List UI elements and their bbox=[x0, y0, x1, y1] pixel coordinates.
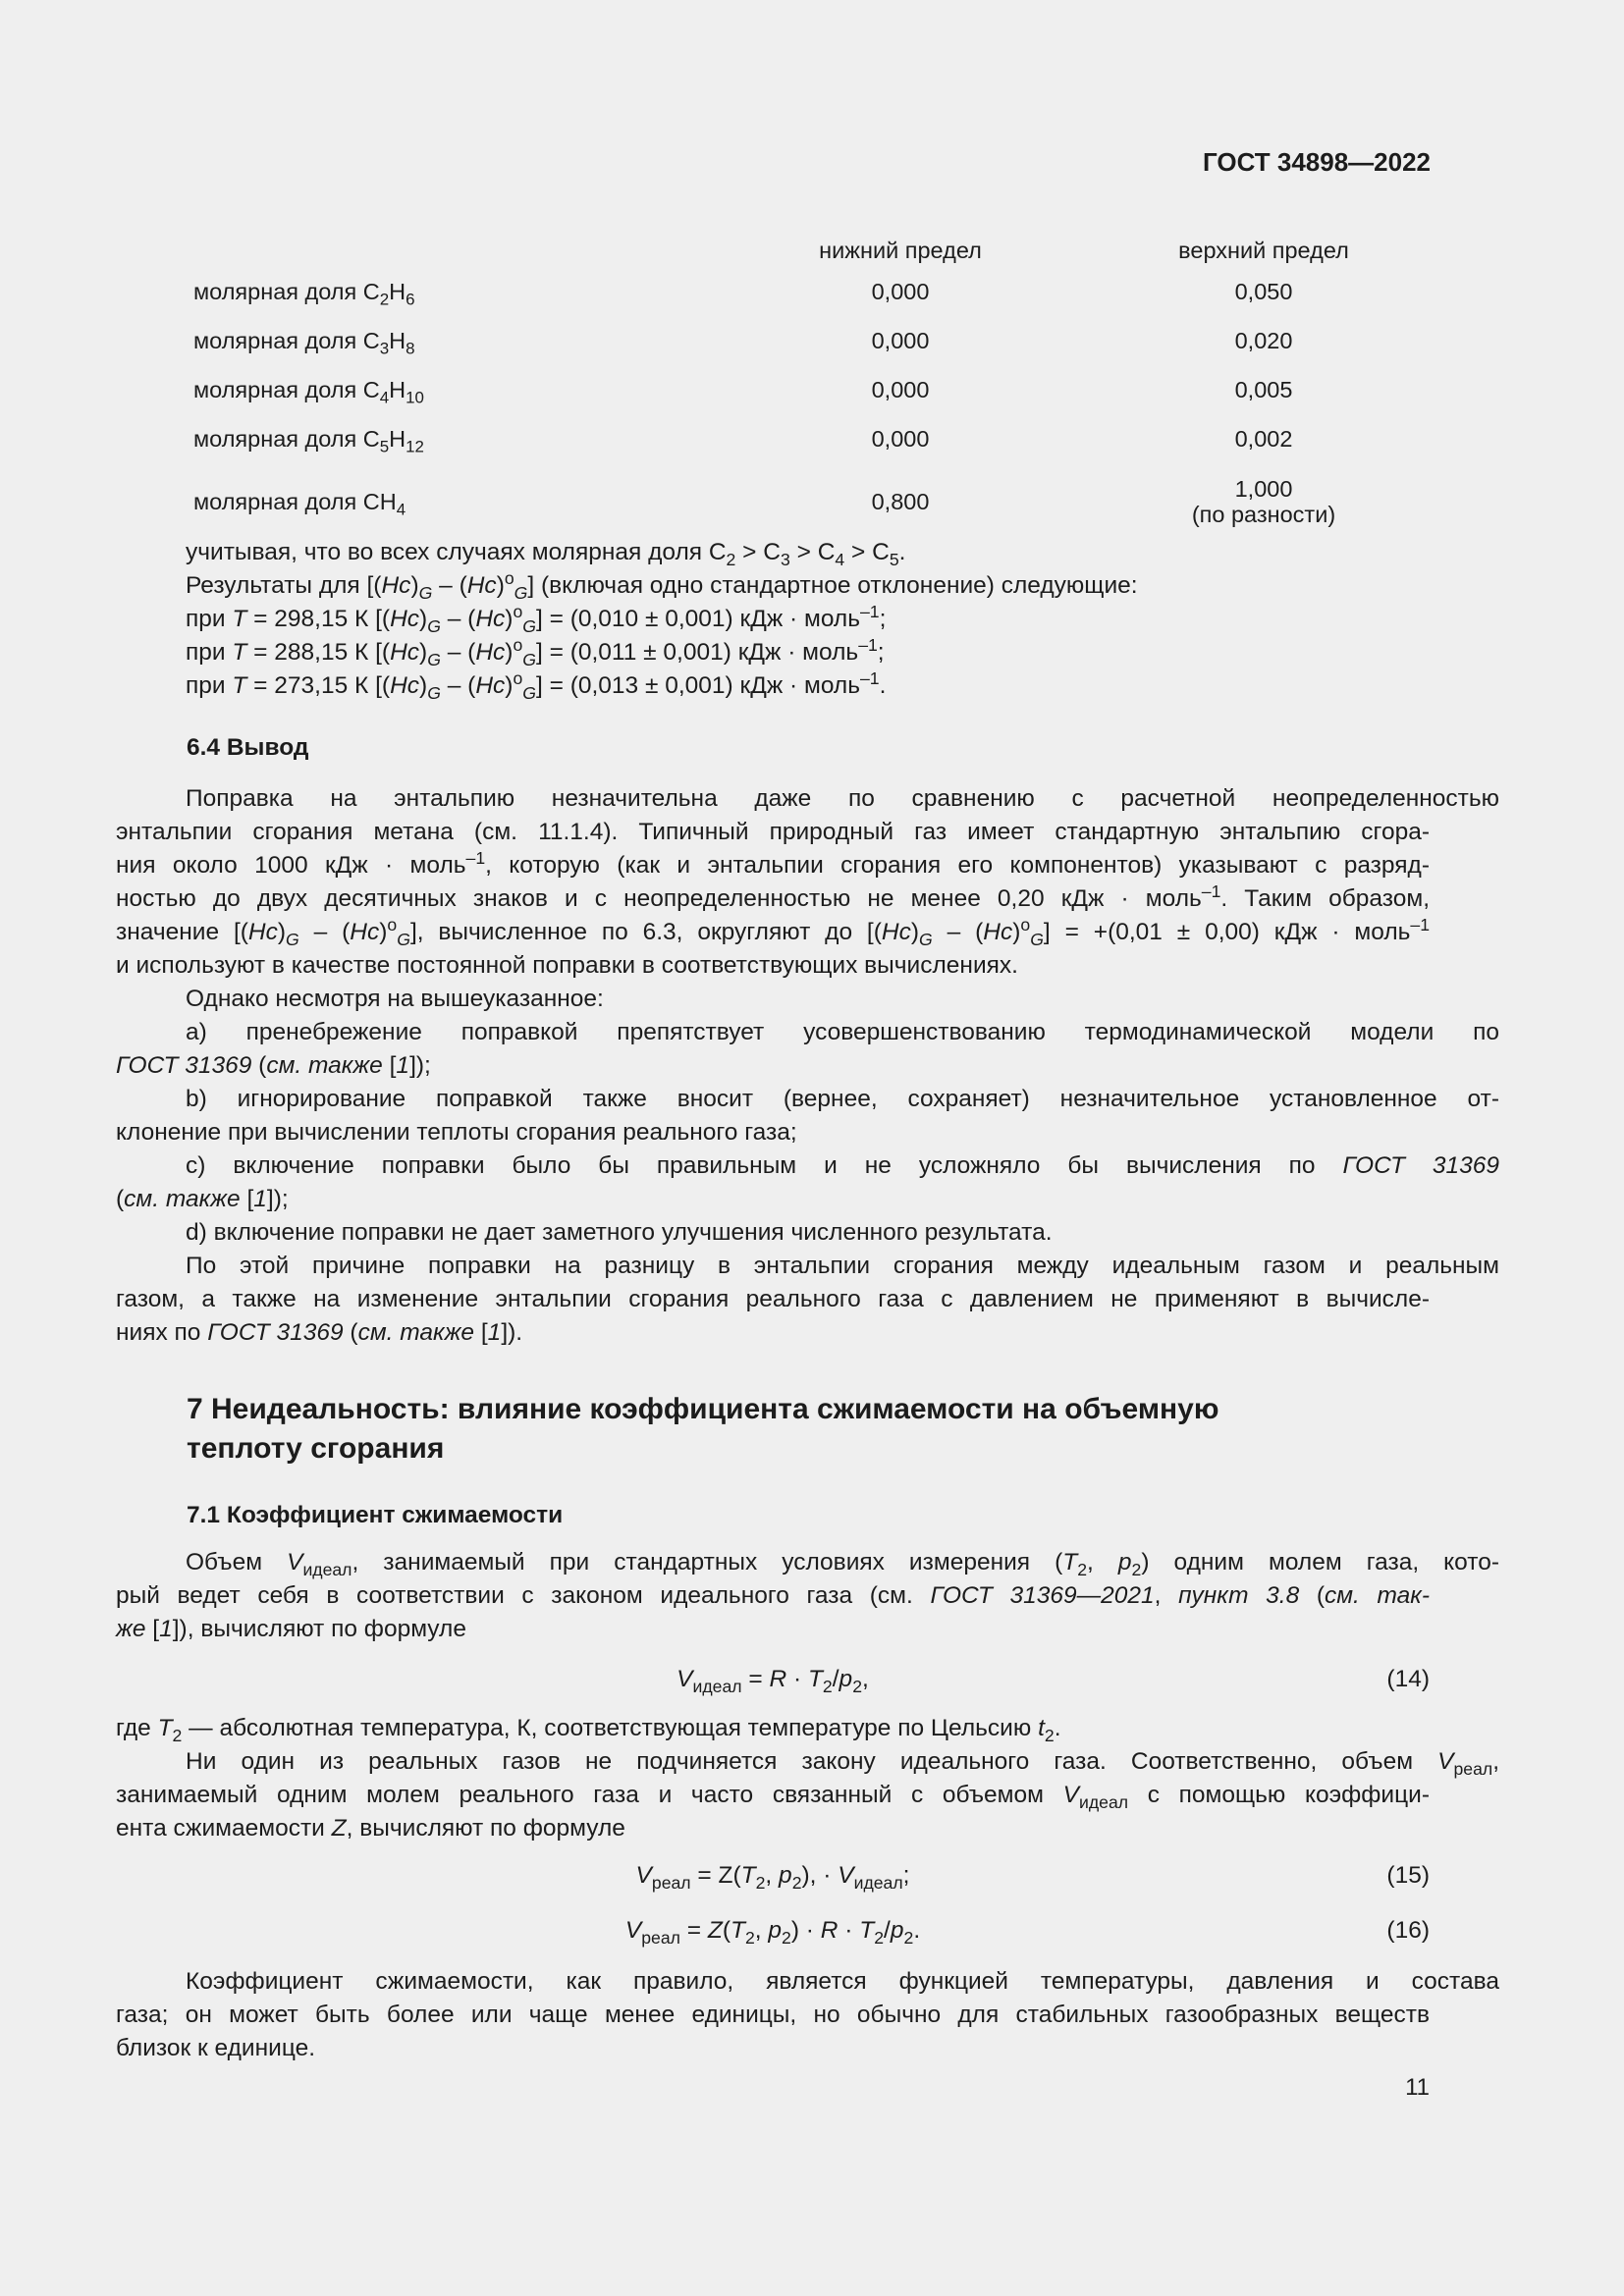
document-code: ГОСТ 34898—2022 bbox=[1203, 147, 1431, 177]
upper-limit: 0,020 bbox=[1234, 328, 1293, 353]
page-number: 11 bbox=[1405, 2074, 1430, 2101]
section-heading-6-4: 6.4 Вывод bbox=[187, 734, 309, 761]
upper-limit: 0,050 bbox=[1234, 279, 1293, 304]
paragraph-line: рый ведет себя в соответствии с законом идеального газа (см. ГОСТ 31369—2021, пункт 3.8 (см. так- bbox=[116, 1582, 1430, 1609]
equation-formula: $V_{реал} = Z(T_2$, $p_2$), · $V_{идеал}$; bbox=[635, 1862, 910, 1893]
table-row bbox=[187, 365, 1470, 414]
upper-limit: 1,000 bbox=[1234, 476, 1293, 502]
equation-number: (15) bbox=[1386, 1862, 1430, 1889]
paragraph-line: же [1]), вычисляют по формуле bbox=[116, 1616, 466, 1642]
section-heading-7: 7 Неидеальность: влияние коэффициента сжимаемости на объемную теплоту сгорания bbox=[187, 1393, 1219, 1465]
list-item-d: d) включение поправки не дает заметного улучшения численного результата. bbox=[186, 1219, 1053, 1246]
column-header-lower: нижний предел bbox=[819, 238, 982, 263]
result-line: при T = 288,15 К $[(Hc)_G - (Hc)^o_G] = (0,011 \pm 0,001)$ кДж · моль$^{-1}$; bbox=[186, 634, 885, 669]
paragraph-line: Объем $V_{идеал}$, занимаемый при стандартных условиях измерения ($T_2$, $p_2$) одним молем газа, кото- bbox=[186, 1549, 1499, 1579]
row-label: молярная доля $C_5H_{12}$ bbox=[193, 426, 424, 456]
equation-number: (16) bbox=[1386, 1917, 1430, 1944]
row-label: молярная доля $C_3H_8$ bbox=[193, 328, 415, 358]
lower-limit: 0,800 bbox=[871, 489, 930, 514]
table-row bbox=[187, 463, 1470, 540]
upper-limit: 0,002 bbox=[1234, 426, 1293, 452]
paragraph-line: значение $[(Hc)_G - (Hc)^o_G]$, вычисленное по 6.3, округляют до $[(Hc)_G - (Hc)^o_G] = +(0,01 \pm 0,00)$ кДж · моль$^{-1}$ bbox=[116, 914, 1430, 949]
list-item-c-cont: (см. также [1]); bbox=[116, 1186, 289, 1212]
equation-number: (14) bbox=[1386, 1666, 1430, 1692]
upper-limit: 0,005 bbox=[1234, 377, 1293, 402]
lower-limit: 0,000 bbox=[871, 377, 930, 402]
where-line: где $T_2$ — абсолютная температура, К, соответствующая температуре по Цельсию $t_2$. bbox=[116, 1715, 1061, 1745]
lower-limit: 0,000 bbox=[871, 279, 930, 304]
list-item-b-cont: клонение при вычислении теплоты сгорания реального газа; bbox=[116, 1119, 797, 1146]
paragraph-line: По этой причине поправки на разницу в энтальпии сгорания между идеальным газом и реальным bbox=[186, 1253, 1499, 1279]
result-line: при T = 273,15 К $[(Hc)_G - (Hc)^o_G] = (0,013 \pm 0,001)$ кДж · моль$^{-1}$. bbox=[186, 667, 887, 703]
paragraph-line: и используют в качестве постоянной поправки в соответствующих вычислениях. bbox=[116, 952, 1018, 979]
table-row bbox=[187, 414, 1470, 463]
results-intro: Результаты для $[(Hc)_G - (Hc)^o_G]$ (включая одно стандартное отклонение) следующие: bbox=[186, 567, 1138, 603]
paragraph-line: близок к единице. bbox=[116, 2035, 316, 2061]
list-item-b: b) игнорирование поправкой также вносит (вернее, сохраняет) незначительное установленное от- bbox=[186, 1086, 1499, 1112]
paragraph-line: энтальпии сгорания метана (см. 11.1.4). Типичный природный газ имеет стандартную энтальпию сгора- bbox=[116, 819, 1430, 845]
table-row bbox=[187, 316, 1470, 365]
list-item-a: a) пренебрежение поправкой препятствует усовершенствованию термодинамической модели по bbox=[186, 1019, 1499, 1045]
paragraph-line: Ни один из реальных газов не подчиняется закону идеального газа. Соответственно, объем $V_{реал}$, bbox=[186, 1748, 1499, 1779]
paragraph-line: Однако несмотря на вышеуказанное: bbox=[186, 986, 604, 1012]
paragraph-line: газом, а также на изменение энтальпии сгорания реального газа с давлением не применяют в вычисле- bbox=[116, 1286, 1430, 1312]
equation-formula: $V_{идеал} = R \cdot T_2/p_2$, bbox=[677, 1666, 869, 1696]
result-line: при T = 298,15 К $[(Hc)_G - (Hc)^o_G] = (0,010 \pm 0,001)$ кДж · моль$^{-1}$; bbox=[186, 601, 887, 636]
lower-limit: 0,000 bbox=[871, 426, 930, 452]
table-row bbox=[187, 267, 1470, 316]
paragraph-line: Поправка на энтальпию незначительна даже по сравнению с расчетной неопределенностью bbox=[186, 785, 1499, 812]
lower-limit: 0,000 bbox=[871, 328, 930, 353]
paragraph-line: ния около 1000 кДж · моль$^{-1}$, которую (как и энтальпии сгорания его компонентов) указывают с разряд- bbox=[116, 847, 1430, 879]
equation-formula: $V_{реал} = Z(T_2$, $p_2) \cdot R \cdot T_2/p_2$. bbox=[624, 1917, 921, 1948]
limits-table bbox=[187, 234, 1470, 540]
condition-line: учитывая, что во всех случаях молярная доля $C_2 > C_3 > C_4 > C_5$. bbox=[186, 539, 906, 569]
section-heading-7-1: 7.1 Коэффициент сжимаемости bbox=[187, 1502, 564, 1528]
row-label: молярная доля $C_2H_6$ bbox=[193, 279, 415, 309]
paragraph-line: занимаемый одним молем реального газа и часто связанный с объемом $V_{идеал}$ с помощью коэффици- bbox=[116, 1782, 1430, 1812]
paragraph-line: газа; он может быть более или чаще менее единицы, но обычно для стабильных газообразных веществ bbox=[116, 2002, 1430, 2028]
table-header-row bbox=[187, 234, 1470, 267]
column-header-upper: верхний предел bbox=[1178, 238, 1349, 263]
list-item-a-cont: ГОСТ 31369 (см. также [1]); bbox=[116, 1052, 431, 1079]
paragraph-line: Коэффициент сжимаемости, как правило, является функцией температуры, давления и состава bbox=[186, 1968, 1499, 1995]
paragraph-line: ностью до двух десятичных знаков и с неопределенностью не менее 0,20 кДж · моль$^{-1}$. Таким образом, bbox=[116, 881, 1431, 912]
list-item-c: c) включение поправки было бы правильным и не усложняло бы вычисления по ГОСТ 31369 bbox=[186, 1152, 1500, 1179]
upper-limit-note: (по разности) bbox=[1191, 502, 1336, 527]
row-label: молярная доля $CH_4$ bbox=[193, 489, 406, 519]
paragraph-line: ниях по ГОСТ 31369 (см. также [1]). bbox=[116, 1319, 523, 1346]
row-label: молярная доля $C_4H_{10}$ bbox=[193, 377, 424, 407]
paragraph-line: ента сжимаемости Z, вычисляют по формуле bbox=[116, 1815, 625, 1842]
